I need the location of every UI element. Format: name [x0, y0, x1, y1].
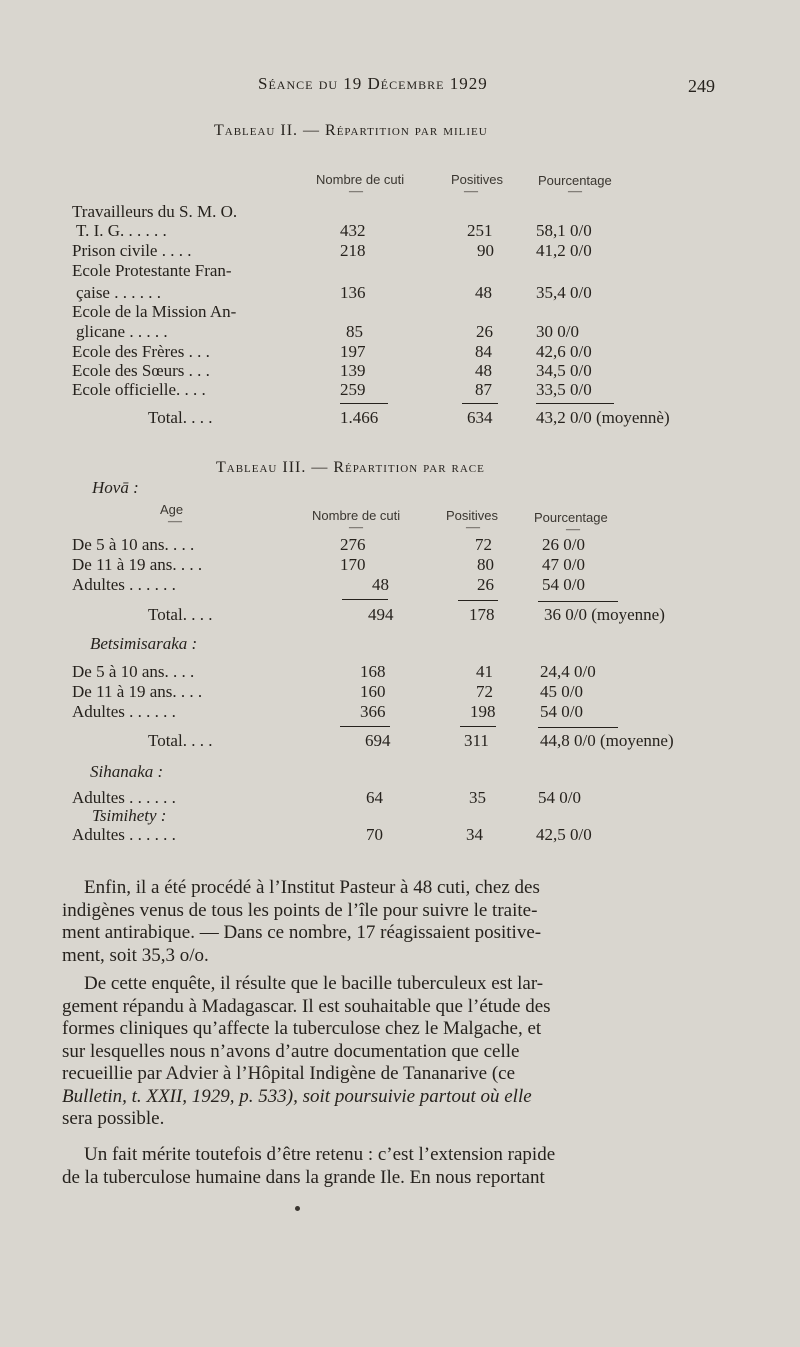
text-line: gement répandu à Madagascar. Il est souhaitable que l’étude des [62, 995, 551, 1017]
cell-percentage: 54 0/0 [540, 702, 583, 721]
cell-positives: 26 [477, 575, 494, 594]
cell-count: 70 [366, 825, 383, 844]
cell-percentage: 45 0/0 [540, 682, 583, 701]
paragraph-extension [62, 1144, 700, 1189]
cell-positives: 26 [476, 322, 493, 341]
total-percentage: 36 0/0 (moyenne) [544, 605, 665, 624]
cell-positives: 48 [475, 283, 492, 302]
cell-count: 136 [340, 283, 366, 302]
t2-header-positives: Positives [451, 172, 504, 187]
cell-count: 218 [340, 241, 366, 260]
row-label: Adultes . . . . . . [72, 825, 176, 844]
total-positives: 634 [467, 408, 493, 427]
t3-header-dash: — [566, 522, 580, 537]
group-hova: Hovā : [92, 478, 139, 497]
cell-percentage: 58,1 0/0 [536, 221, 592, 240]
cell-percentage: 24,4 0/0 [540, 662, 596, 681]
total-rule [340, 726, 390, 727]
total-rule [538, 727, 618, 728]
table-row [72, 361, 732, 381]
cell-count: 64 [366, 788, 383, 807]
row-label: T. I. G. . . . . . [76, 221, 167, 240]
cell-count: 85 [346, 322, 363, 341]
table-row [72, 380, 732, 400]
cell-positives: 35 [469, 788, 486, 807]
row-label: Ecole officielle. . . . [72, 380, 206, 399]
cell-positives: 34 [466, 825, 483, 844]
total-row [72, 731, 732, 751]
table-row [72, 302, 732, 322]
row-label: De 11 à 19 ans. . . . [72, 682, 203, 701]
cell-positives: 80 [477, 555, 494, 574]
t2-header-count: Nombre de cuti [316, 172, 405, 187]
row-label: glicane . . . . . [76, 322, 168, 341]
paragraph-conclusion [62, 973, 700, 1131]
cell-positives: 198 [470, 702, 496, 721]
total-rule [340, 403, 388, 404]
text-line: ment antirabique. — Dans ce nombre, 17 réagissaient positive- [62, 922, 542, 943]
table-row [72, 342, 732, 362]
row-label: Prison civile . . . . [72, 241, 192, 260]
total-rule [538, 601, 618, 602]
table-2-title: Tableau II. — Répartition par milieu [214, 122, 488, 139]
t2-header-dash: — [568, 184, 582, 199]
text-line: indigènes venus de tous les points de l’île pour suivre le traite- [62, 899, 538, 921]
total-percentage: 44,8 0/0 (moyenne) [540, 731, 674, 750]
table-row [72, 322, 732, 342]
cell-percentage: 33,5 0/0 [536, 380, 592, 399]
cell-count: 197 [340, 342, 366, 361]
cell-count: 432 [340, 221, 366, 240]
table-row [72, 555, 732, 575]
cell-positives: 72 [475, 535, 492, 554]
total-count: 494 [368, 605, 394, 624]
text-line: Bulletin, t. XXII, 1929, p. 533), soit poursuivie partout où elle [62, 1085, 532, 1107]
table-row [72, 825, 732, 845]
table-3-title: Tableau III. — Répartition par race [216, 459, 485, 476]
text-line: de la tuberculose humaine dans la grande Ile. En nous reportant [62, 1166, 545, 1188]
cell-positives: 251 [467, 221, 493, 240]
total-rule [460, 726, 496, 727]
total-positives: 311 [464, 731, 489, 750]
t3-header-dash: — [168, 514, 182, 529]
row-label: Ecole des Sœurs . . . [72, 361, 210, 380]
text-line: sur lesquelles nous n’avons d’autre documentation que celle [62, 1040, 520, 1062]
total-row [72, 605, 732, 625]
table-row [72, 221, 732, 241]
total-label: Total. . . . [148, 408, 213, 427]
total-rule [536, 403, 614, 404]
cell-percentage: 54 0/0 [538, 788, 581, 807]
cell-percentage: 41,2 0/0 [536, 241, 592, 260]
cell-count: 139 [340, 361, 366, 380]
t3-header-dash: — [349, 520, 363, 535]
t3-header-positives: Positives [446, 508, 499, 523]
cell-positives: 87 [475, 380, 492, 399]
running-title: Séance du 19 Décembre 1929 [258, 74, 488, 93]
row-label: Adultes . . . . . . [72, 788, 176, 807]
print-speck [295, 1206, 300, 1211]
total-count: 1.466 [340, 408, 379, 427]
table-row [72, 202, 732, 222]
table-row [72, 788, 732, 808]
row-label: De 11 à 19 ans. . . . [72, 555, 203, 574]
total-positives: 178 [469, 605, 495, 624]
cell-positives: 84 [475, 342, 492, 361]
page-number: 249 [688, 76, 715, 96]
cell-count: 168 [360, 662, 386, 681]
cell-percentage: 34,5 0/0 [536, 361, 592, 380]
t3-header-count: Nombre de cuti [312, 508, 401, 523]
total-row [72, 408, 732, 428]
cell-percentage: 26 0/0 [542, 535, 585, 554]
cell-positives: 48 [475, 361, 492, 380]
total-rule [342, 599, 388, 600]
total-rule [462, 403, 498, 404]
row-label: Adultes . . . . . . [72, 575, 176, 594]
cell-positives: 41 [476, 662, 493, 681]
cell-positives: 90 [477, 241, 494, 260]
row-label: Travailleurs du S. M. O. [72, 202, 238, 221]
table-row [72, 535, 732, 555]
t2-header-dash: — [349, 184, 363, 199]
table-row [72, 575, 732, 595]
paragraph-pasteur [62, 877, 700, 967]
table-row [72, 241, 732, 261]
text-line: De cette enquête, il résulte que le bacille tuberculeux est lar- [84, 973, 544, 994]
t3-header-dash: — [466, 520, 480, 535]
total-rule [458, 600, 498, 601]
row-label: De 5 à 10 ans. . . . [72, 535, 195, 554]
text-line: sera possible. [62, 1108, 165, 1129]
cell-count: 366 [360, 702, 386, 721]
table-row [72, 261, 732, 281]
total-label: Total. . . . [148, 605, 213, 624]
table-row [72, 682, 732, 702]
cell-percentage: 54 0/0 [542, 575, 585, 594]
cell-count: 170 [340, 555, 366, 574]
t2-header-dash: — [464, 184, 478, 199]
cell-positives: 72 [476, 682, 493, 701]
cell-count: 160 [360, 682, 386, 701]
row-label: çaise . . . . . . [76, 283, 161, 302]
cell-percentage: 35,4 0/0 [536, 283, 592, 302]
table-row [72, 702, 732, 722]
group-betsimisaraka: Betsimisaraka : [90, 634, 198, 653]
text-line: Enfin, il a été procédé à l’Institut Pasteur à 48 cuti, chez des [84, 877, 540, 898]
t2-header-percentage: Pourcentage [538, 173, 612, 188]
cell-count: 259 [340, 380, 366, 399]
table-row [72, 283, 732, 303]
row-label: Adultes . . . . . . [72, 702, 176, 721]
row-label: Ecole de la Mission An- [72, 302, 237, 321]
group-sihanaka: Sihanaka : [90, 762, 164, 781]
row-label: De 5 à 10 ans. . . . [72, 662, 195, 681]
cell-percentage: 42,6 0/0 [536, 342, 592, 361]
text-line: recueillie par Advier à l’Hôpital Indigène de Tananarive (ce [62, 1063, 516, 1084]
table-row [72, 662, 732, 682]
row-label: Ecole des Frères . . . [72, 342, 210, 361]
cell-percentage: 42,5 0/0 [536, 825, 592, 844]
cell-count: 276 [340, 535, 366, 554]
t3-header-age: Age [160, 502, 184, 517]
text-line: formes cliniques qu’affecte la tuberculose chez le Malgache, et [62, 1018, 542, 1039]
cell-percentage: 30 0/0 [536, 322, 579, 341]
cell-percentage: 47 0/0 [542, 555, 585, 574]
text-line: ment, soit 35,3 o/o. [62, 944, 209, 966]
row-label: Ecole Protestante Fran- [72, 261, 232, 280]
total-percentage: 43,2 0/0 (moyennè) [536, 408, 670, 427]
t3-header-percentage: Pourcentage [534, 510, 608, 525]
total-label: Total. . . . [148, 731, 213, 750]
text-line: Un fait mérite toutefois d’être retenu : c’est l’extension rapide [84, 1144, 556, 1165]
cell-count: 48 [372, 575, 389, 594]
total-count: 694 [365, 731, 391, 750]
group-tsimihety: Tsimihety : [92, 806, 167, 825]
